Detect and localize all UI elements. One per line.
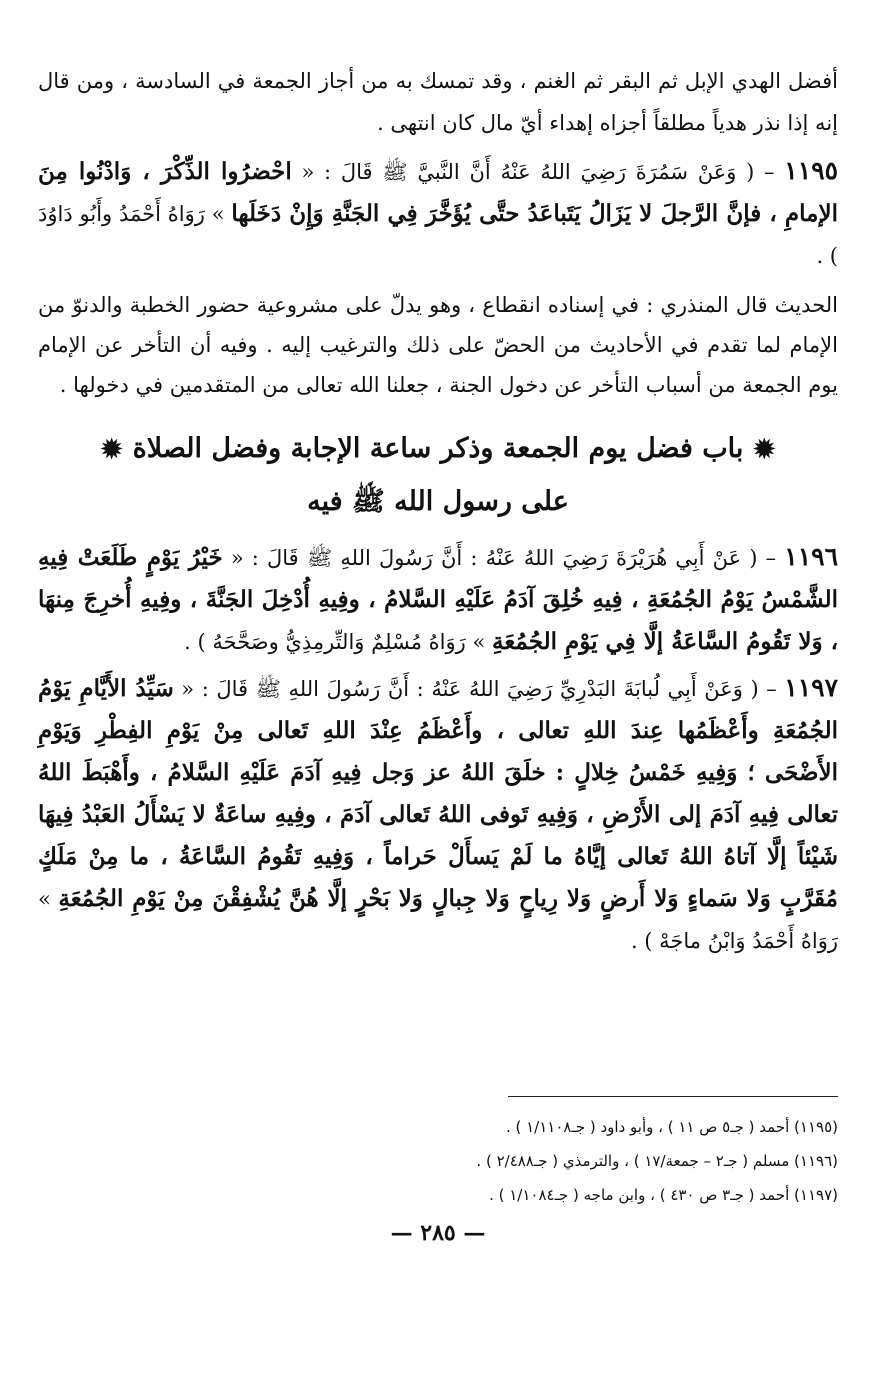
chapter-heading-line2: على رسول الله ﷺ فيه: [307, 485, 569, 517]
hadith-text: احْضرُوا الذِّكْرَ ، وَادْنُوا مِنَ الإمامِ ، فإنَّ الرَّجلَ لا يَزَالُ يَتَباعَدُ حتَّى يُؤَخَّرَ فِي الجَنَّةِ وَإِنْ دَخَلَها: [38, 158, 839, 227]
hadith-1197: [38, 667, 838, 962]
ornament-star-icon: ✹: [753, 434, 776, 465]
chapter-title: باب فضل يوم الجمعة وذكر ساعة الإجابة وفضل الصلاة: [132, 433, 744, 464]
hadith-text: سَيِّدُ الأَيَّامِ يَوْمُ الجُمُعَةِ وأَعْظَمُها عِندَ اللهِ تعالى ، وأَعْظَمُ عِنْدَ اللهِ تَعالى مِنْ يَوْمِ الفِطْرِ وَيَوْمِ الأَضْحَى ؛ وَفِيهِ خَمْسُ خِلالٍ : خلَقَ اللهُ عز وَجل فِيهِ آدَمَ عَلَيْهِ السَّلامُ ، وأَهْبَطَ اللهُ تعالى فِيهِ آدَمَ إلى الأَرْضِ ، وَفِيهِ تَوفى اللهُ تَعالى آدَمَ ، وفِيهِ ساعَةٌ لا يَسْأَلُ العَبْدُ فِيهَا شَيْئاً إلَّا آتاهُ اللهُ تَعالى إيَّاهُ ما لَمْ يَسأَلْ حَراماً ، وَفِيهِ تَقُومُ السَّاعَةُ ، ما مِنْ مَلَكٍ مُقَرَّبٍ وَلا سَماءٍ وَلا أَرضٍ وَلا رِياحٍ وَلا جِبالٍ وَلا بَحْرٍ إلَّا هُنَّ يُشْفِقْنَ مِنْ يَوْمِ الجُمُعَةِ: [38, 674, 838, 912]
footnote-1195: (١١٩٥) أحمد ( جـ٥ ص ١١ ) ، وأبو داود ( جـ١/١١٠٨ ) .: [505, 1118, 838, 1136]
chapter-heading-line1: [38, 423, 838, 476]
hadith-narrator: – ( وَعَنْ أَبِي لُبابَةَ البَدْرِيِّ رَضِيَ اللهُ عَنْهُ : أَنَّ رَسُولَ اللهِ ﷺ قَالَ : «: [173, 676, 785, 701]
hadith-1196: [38, 536, 838, 663]
hadith-number: ١١٩٦: [784, 541, 838, 571]
footnotes: [38, 1110, 838, 1212]
hadith-source: » رَوَاهُ أَحْمَدُ وَابْنُ ماجَهْ ) .: [38, 886, 838, 953]
ornament-star-icon: ✹: [100, 434, 123, 465]
hadith-narrator: – ( عَنْ أَبِي هُرَيْرَةَ رَضِيَ اللهُ عَنْهُ : أَنَّ رَسُولَ اللهِ ﷺ قَالَ : «: [222, 545, 785, 570]
intro-paragraph: أفضل الهدي الإبل ثم البقر ثم الغنم ، وقد تمسك به من أجاز الجمعة في السادسة ، ومن قال إنه إذا نذر هدياً مطلقاً أجزاه إهداء أيّ مال كان انتهى .: [38, 69, 838, 135]
hadith-text: خَيْرُ يَوْمٍ طَلَعَتْ فِيهِ الشَّمْسُ يَوْمُ الجُمُعَةِ ، فِيهِ خُلِقَ آدَمُ عَلَيْهِ السَّلامُ ، وفِيهِ أُدْخِلَ الجَنَّةَ ، وفِيهِ أُخرِجَ مِنهَا ، وَلا تَقُومُ السَّاعَةُ إلَّا فِي يَوْمِ الجُمُعَةِ: [38, 543, 838, 655]
commentary-paragraph: الحديث قال المنذري : في إسناده انقطاع ، وهو يدلّ على مشروعية حضور الخطبة والدنوّ من الإمام لما تقدم في الأحاديث من الحضّ على ذلك والترغيب إليه . وفيه أن التأخر عن الإمام يوم الجمعة من أسباب التأخر عن دخول الجنة ، جعلنا الله تعالى من المتقدمين في دخولها .: [38, 293, 838, 397]
hadith-narrator: – ( وَعَنْ سَمُرَةَ رَضِيَ اللهُ عَنْهُ أَنَّ النَّبيَّ ﷺ قَالَ : «: [291, 160, 785, 184]
page-content: [38, 60, 838, 1350]
footnote-1197: (١١٩٧) أحمد ( جـ٣ ص ٤٣٠ ) ، وابن ماجه ( جـ١/١٠٨٤ ) .: [489, 1186, 838, 1204]
hadith-source: » رَوَاهُ مُسْلِمٌ وَالتِّرمِذِيُّ وصَحَّحَهُ ) .: [184, 629, 492, 654]
page-number: — ٢٨٥ —: [390, 1220, 486, 1246]
hadith-1195: [38, 150, 838, 277]
chapter-heading: [38, 423, 838, 528]
hadith-number: ١١٩٥: [784, 156, 838, 185]
footnote-1196: (١١٩٦) مسلم ( جـ٢ – جمعة/١٧ ) ، والترمذي ( جـ٢/٤٨٨ ) .: [476, 1152, 838, 1170]
footnote-divider: [508, 1096, 838, 1097]
hadith-number: ١١٩٧: [784, 672, 838, 702]
hadith-source: » رَوَاهُ أَحْمَدُ وأَبُو دَاوُدَ ) .: [38, 202, 838, 268]
